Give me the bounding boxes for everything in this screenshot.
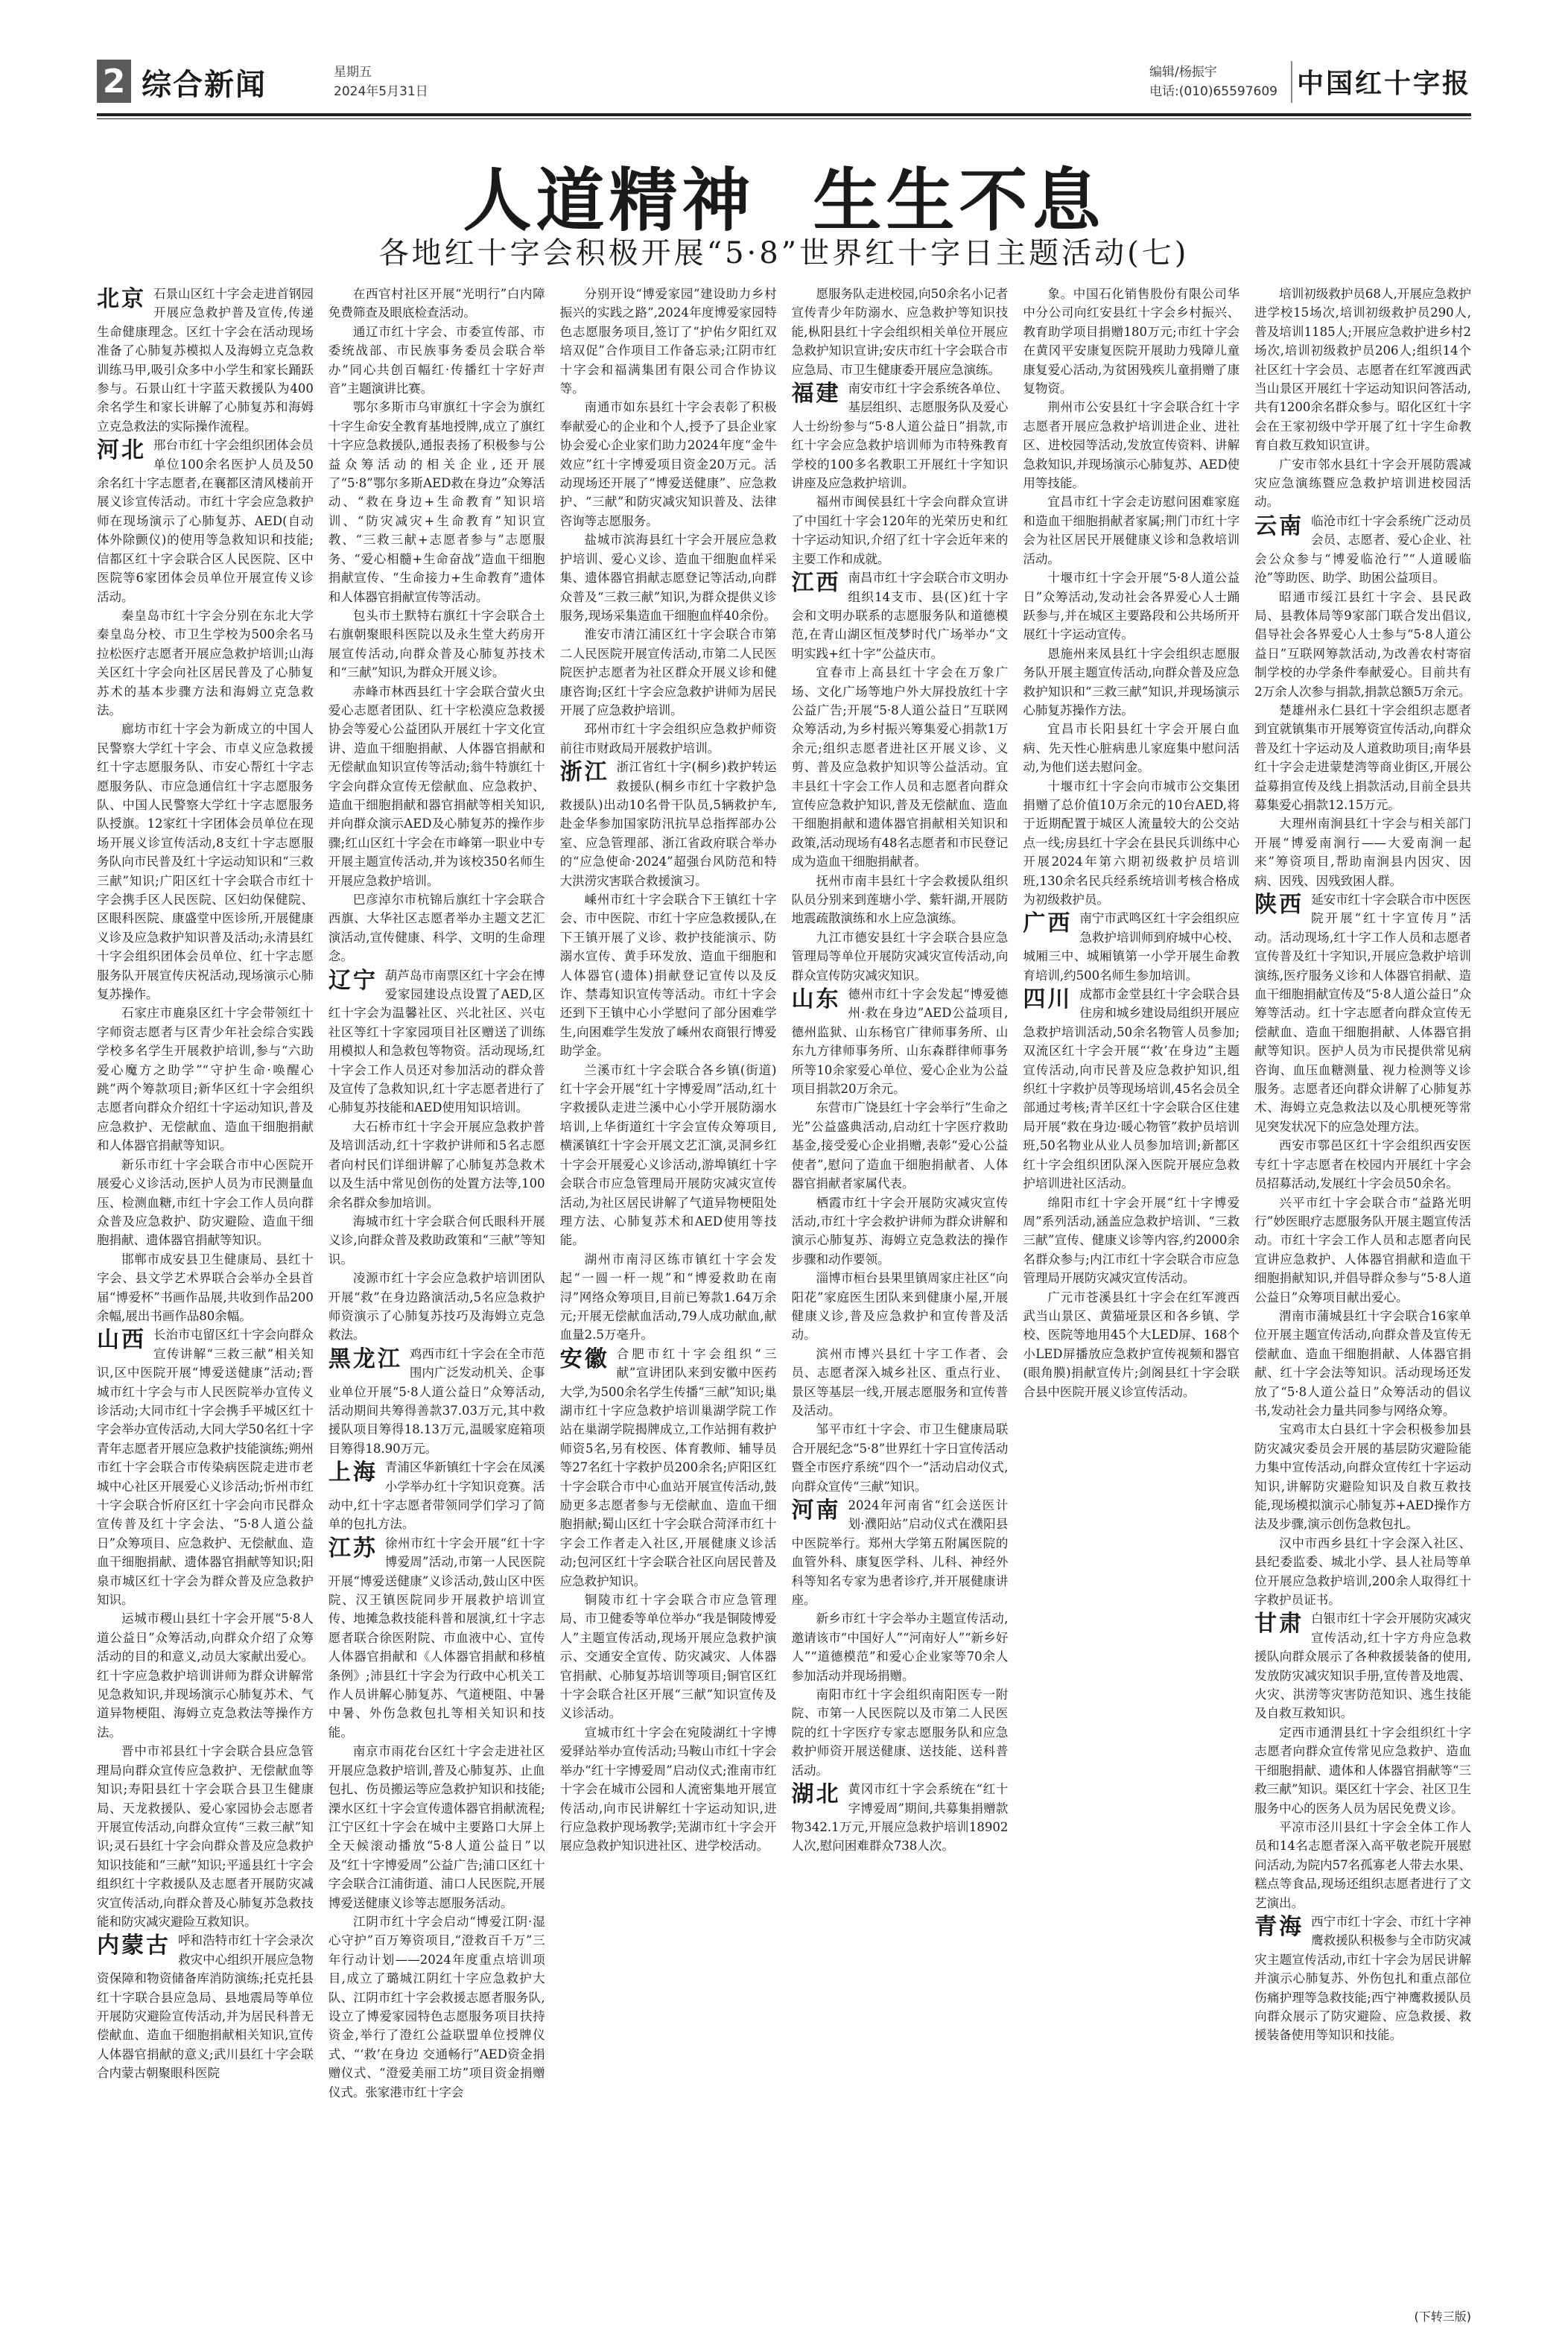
article-column <box>328 285 545 2326</box>
paragraph-text: 赤峰市林西县红十字会联合萤火虫爱心志愿者团队、红十字松漠应急救援协会等爱心公益团队开展红十字文化宣讲、造血干细胞捐献、人体器官捐献和无偿献血知识宣传等活动;翁牛特旗红十字会向群众宣传无偿献血、应急救护、造血干细胞捐献和器官捐献等相关知识,并向群众演示AED及心肺复苏的操作步骤;红山区红十字会在市峰第一职业中专开展主题宣传活动,并为该校350名师生开展应急救护培训。 <box>328 684 545 888</box>
article-paragraph <box>97 1742 314 1931</box>
paragraph-text: 汉中市西乡县红十字会深入社区、县纪委监委、城北小学、县人社局等单位开展应急救护培训,200余人取得红十字救护员证书。 <box>1254 1535 1471 1608</box>
article-column <box>560 285 777 2326</box>
paragraph-text: 盐城市滨海县红十字会开展应急救护培训、爱心义诊、造血干细胞血样采集、遗体器官捐献志愿登记等活动,向群众普及“三救三献”知识,为群众提供义诊服务,现场采集造血干细胞血样40余份。 <box>559 533 777 623</box>
article-paragraph <box>560 625 777 720</box>
article-paragraph <box>97 606 314 720</box>
paragraph-text: 新乡市红十字会举办主题宣传活动,邀请该市“中国好人”“河南好人”“新乡好人”“道德模范”和爱心企业家等70余人参加活动并现场捐赠。 <box>791 1611 1009 1683</box>
masthead-divider <box>1291 61 1292 103</box>
paragraph-text: 福州市闽侯县红十字会向群众宣讲了中国红十字会120年的光荣历史和红十字运动知识,介绍了红十字会近年来的主要工作和成就。 <box>791 495 1009 566</box>
paragraph-text: 西安市鄠邑区红十字会组织西安医专红十字志愿者在校园内开展红十字会员招募活动,发展红十字会员50余名。 <box>1254 1138 1471 1191</box>
paragraph-text: 淮安市清江浦区红十字会联合市第二人民医院开展宣传活动,市第二人民医院医护志愿者为社区群众开展义诊和健康咨询;区红十字会应急救护讲师为居民开展了应急救护培训。 <box>559 627 777 717</box>
article-paragraph <box>1023 1288 1240 1401</box>
article-paragraph <box>792 1345 1009 1421</box>
article-paragraph <box>792 1194 1009 1269</box>
article-column <box>792 285 1009 2326</box>
paragraph-text: 晋中市祁县红十字会联合县应急管理局向群众宣传应急救护、无偿献血等知识;寿阳县红十字会联合县卫生健康局、天龙救援队、爱心家园协会志愿者开展宣传活动,向群众宣传“三救三献”知识;灵石县红十字会向群众普及应急救护知识技能和“三献”知识;平遥县红十字会组织红十字救援队及志愿者开展防灾减灾宣传活动,向群众普及心肺复苏急救技能和防灾减灾避险互救知识。 <box>97 1744 314 1929</box>
article-paragraph <box>560 758 777 890</box>
paragraph-text: 湖州市南浔区练市镇红十字会发起“一圆一杆一规”和“博爱救助在南浔”网络众筹项目,目前已筹款1.64万余元;开展无偿献血活动,79人成功献血,献血量2.5万毫升。 <box>559 1252 777 1343</box>
province-heading: 湖北 <box>791 1781 841 1808</box>
paragraph-text: 呼和浩特市红十字会录次救灾中心组织开展应急物资保障和物资储备库消防演练;托克托县红十字联合县应急局、县地震局等单位开展防灾避险宣传活动,并为居民科普无偿献血、造血干细胞捐献相关知识,宣传人体器官捐献的意义;武川县红十字会联合内蒙古朝聚眼科医院 <box>97 1933 314 2081</box>
paragraph-text: 秦皇岛市红十字会分别在东北大学秦皇岛分校、市卫生学校为500余名马拉松医疗志愿者开展应急救护培训;山海关区红十字会向社区居民普及了心肺复苏术的基本步骤方法和海姆立克急救法。 <box>97 608 314 717</box>
paragraph-text: 德州市红十字会发起“博爱德州·救在身边”AED公益项目,德州监狱、山东杨官广律师事务所、山东九方律师事务所、山东森群律师事务所等10余家爱心单位、爱心企业为公益项目捐款20万余元。 <box>791 987 1009 1097</box>
article-column <box>1254 285 1471 2326</box>
province-heading: 安徽 <box>559 1345 609 1372</box>
article-paragraph <box>1254 701 1471 814</box>
paragraph-text: 宜昌市红十字会走访慰问困难家庭和造血干细胞捐献者家属;荆门市红十字会为社区居民开展健康义诊和急救培训活动。 <box>1023 495 1240 566</box>
paper-logo: 中国红十字报 <box>1296 68 1471 99</box>
paragraph-text: 长治市屯留区红十字会向群众宣传讲解“三救三献”相关知识,区中医院开展“博爱送健康”活动;晋城市红十字会与市人民医院举办宣传义诊活动;大同市红十字会携手平城区红十字会举办宣传活动,大同大学50名红十字青年志愿者开展应急救护技能演练;朔州市红十字会联合市传染病医院走进市老城中心社区开展爱心义诊活动;忻州市红十字会联合忻府区红十字会向市民群众宣传普及红十字会法、“5·8人道公益日”众筹项目、应急救护、无偿献血、造血干细胞捐献、遗体器官捐献等知识;阳泉市城区红十字会为群众普及应急救护知识。 <box>97 1328 314 1608</box>
article-paragraph <box>97 436 314 606</box>
article-paragraph <box>792 1098 1009 1193</box>
article-paragraph <box>97 1250 314 1326</box>
paragraph-text: 石景山区红十字会走进首钢园开展应急救护普及宣传,传递生命健康理念。区红十字会在活动现场准备了心肺复苏模拟人及海姆立克急救训练马甲,吸引众多中小学生和家长踊跃参与。石景山红十字蓝天救援队为400余名学生和家长讲解了心肺复苏和海姆立克急救法的实际操作流程。 <box>97 287 314 434</box>
masthead-rule <box>97 113 1471 116</box>
paragraph-text: 通辽市红十字会、市委宣传部、市委统战部、市民族事务委员会联合举办“同心共创百幅红·传播红十字好声音”主题演讲比赛。 <box>328 324 545 396</box>
paragraph-text: 分别开设“博爱家园”建设助力乡村振兴的实践之路”,2024年度博爱家园特色志愿服务项目,签订了“护佑夕阳红双培双促”合作项目工作备忘录;江阴市红十字会和福满集团有限公司合作协议等。 <box>559 287 777 396</box>
paragraph-text: 楚雄州永仁县红十字会组织志愿者到宜就镇集市开展筹资宣传活动,向群众普及红十字运动及人道救助项目;南华县红十字会走进蒙楚湾等商业街区,开展公益募捐宣传及线上捐款活动,目前全县共募集爱心捐款12.15万元。 <box>1254 703 1471 812</box>
page-number: 2 <box>97 60 131 103</box>
paragraph-text: 南通市如东县红十字会表彰了积极奉献爱心的企业和个人,授予了县企业家协会爱心企业家们助力2024年度“金牛效应”红十字博爱项目资金20万元。活动现场还开展了“博爱送健康”、应急救护、“三献”和防灾减灾知识普及、法律咨询等志愿服务。 <box>559 400 777 528</box>
paragraph-text: 合肥市红十字会组织“三献”宣讲团队来到安徽中医药大学,为500余名学生传播“三献”知识;巢湖市红十字应急救护培训巢湖学院工作站在巢湖学院揭牌成立,工作站拥有救护师资5名,另有校医、体育教师、辅导员等27名红十字救护员200余名;庐阳区红十字会联合市中心血站开展宣传活动,鼓励更多志愿者参与无偿献血、造血干细胞捐献;蜀山区红十字会联合菏泽市红十字会工作者走入社区,开展健康义诊活动;包河区红十字会联合社区向居民普及应急救护知识。 <box>559 1346 777 1588</box>
paragraph-text: 成都市金堂县红十字会联合县住房和城乡建设局组织开展应急救护培训活动,50余名物管人员参加;双流区红十字会开展“‘救’在身边”主题宣传活动,向市民普及应急救护知识,组织红十字救护员等现场培训,45名会员全部通过考核;青羊区红十字会联合区住建局开展“救在身边·暖心物管”救护员培训班,50名物业从业人员参加培训;新都区红十字会组织团队深入医院开展应急救护培训进社区活动。 <box>1023 987 1240 1191</box>
section-name: 综合新闻 <box>142 68 267 102</box>
paragraph-text: 恩施州来凤县红十字会组织志愿服务队开展主题宣传活动,向群众普及应急救护知识和“三救三献”知识,并现场演示心肺复苏操作方法。 <box>1023 646 1240 717</box>
paragraph-text: 廊坊市红十字会为新成立的中国人民警察大学红十字会、市卓义应急救援红十字志愿服务队、市安心帮红十字志愿服务队、市应急通信红十字志愿服务队、中国人民警察大学红十字志愿服务队授旗。12家红十字团体会员单位在现场开展义诊宣传活动,8支红十字志愿服务队向市民普及红十字运动知识和“三救三献”知识;广阳区红十字会联合市红十字会携手区人民医院、区妇幼保健院、区眼科医院、康盛堂中医诊所,开展健康义诊及应急救护知识普及活动;永清县红十字会组织团体会员单位、红十字志愿服务队开展宣传庆祝活动,现场演示心肺复苏操作。 <box>97 722 314 1002</box>
masthead-rule-thin <box>97 118 1471 119</box>
province-heading: 辽宁 <box>328 967 378 994</box>
article-paragraph <box>792 1780 1009 1856</box>
article-paragraph <box>1254 1609 1471 1722</box>
province-heading: 江苏 <box>328 1535 378 1562</box>
contact-block <box>1149 63 1277 101</box>
article-paragraph <box>792 663 1009 871</box>
province-heading: 青海 <box>1254 1913 1304 1940</box>
article-paragraph <box>792 1496 1009 1609</box>
headline: 人道精神 生生不息 <box>463 161 1105 241</box>
article-paragraph <box>328 1118 545 1212</box>
paragraph-text: 定西市通渭县红十字会组织红十字志愿者向群众宣传常见应急救护、造血干细胞捐献、遗体和人体器官捐献等“三救三献”知识。渠区红十字会、社区卫生服务中心的医务人员为居民免费义诊。 <box>1254 1725 1471 1816</box>
article-paragraph <box>97 720 314 1004</box>
paragraph-text: 浙江省红十字(桐乡)救护转运救援队(桐乡市红十字救护急救援队)出动10名骨干队员,5辆救护车,赴金华参加国家防汛抗旱总指挥部办公室、应急管理部、浙江省政府联合举办的“应急使命·2024”超强台风防范和特大洪涝灾害联合救援演习。 <box>559 760 777 888</box>
province-heading: 北京 <box>97 286 146 312</box>
paragraph-text: 抚州市南丰县红十字会救援队组织队员分别来到莲塘小学、紫轩湖,开展防地震疏散演练和水上应急演练。 <box>791 873 1009 926</box>
paragraph-text: 南昌市红十字会联合市文明办组织14支市、县(区)红十字会和文明办联系的志愿服务队和道德模范,在青山湖区恒茂梦时代广场举办“文明实践+红十字”公益庆市。 <box>791 571 1009 661</box>
paragraph-text: 新乐市红十字会联合市中心医院开展爱心义诊活动,医护人员为市民测量血压、检测血糖,市红十字会工作人员向群众普及应急救护、防灾避险、造血干细胞捐献、遗体器官捐献等知识。 <box>97 1157 314 1248</box>
article-paragraph <box>792 285 1009 379</box>
paragraph-text: 邹平市红十字会、市卫生健康局联合开展纪念“5·8”世界红十字日宣传活动暨全市医疗系统“四个一”活动启动仪式,向群众宣传“三献”知识。 <box>791 1422 1009 1494</box>
editor-credit: 编辑/杨振宇 <box>1149 65 1217 80</box>
paragraph-text: 十堰市红十字会向市城市公交集团捐赠了总价值10万余元的10台AED,将于近期配置于城区人流量较大的公交站点一线;房县红十字会在县民兵训练中心开展2024年第六期初级救护员培训班,130余名民兵经系统培训考核合格成为初级救护员。 <box>1023 779 1240 907</box>
article-paragraph <box>97 1609 314 1742</box>
article-paragraph <box>560 890 777 1061</box>
article-paragraph <box>1254 890 1471 1136</box>
masthead <box>97 58 1471 110</box>
article-paragraph <box>97 1156 314 1250</box>
paragraph-text: 淄博市桓台县果里镇周家庄社区“向阳花”家庭医生团队来到健康小屋,开展健康义诊,普及应急救护和宣传普及活动。 <box>791 1271 1009 1343</box>
paragraph-text: 海城市红十字会联合何氏眼科开展义诊,向群众普及救助政策和“三献”等知识。 <box>328 1214 545 1267</box>
article-paragraph <box>1254 588 1471 701</box>
province-heading: 上海 <box>328 1459 378 1486</box>
article-paragraph <box>1254 455 1471 512</box>
province-heading: 河南 <box>791 1497 841 1524</box>
article-paragraph <box>1023 568 1240 644</box>
article-paragraph <box>560 1250 777 1345</box>
article-paragraph <box>1023 1194 1240 1288</box>
article-paragraph <box>328 606 545 682</box>
article-paragraph <box>328 1269 545 1345</box>
paragraph-text: 邯郸市成安县卫生健康局、县红十字会、县文学艺术界联合会举办全县首届“博爱杯”书画作品展,共收到作品200余幅,展出书画作品80余幅。 <box>97 1252 314 1323</box>
province-heading: 内蒙古 <box>97 1933 171 1959</box>
paragraph-text: 南宁市武鸣区红十字会组织应急救护培训师到府城中心校、城厢三中、城厢镇第一小学开展生命教育培训,约500名师生参加培训。 <box>1023 911 1240 983</box>
article-column <box>97 285 314 2326</box>
article-paragraph <box>1254 1307 1471 1420</box>
paragraph-text: 青浦区华新镇红十字会在凤溪小学举办红十字知识竞赛。活动中,红十字志愿者带领同学们学习了简单的包扎方法。 <box>328 1460 545 1532</box>
subheadline: 各地红十字会积极开展“5·8”世界红十字日主题活动(七) <box>378 236 1190 270</box>
article-paragraph <box>792 1420 1009 1496</box>
article-paragraph <box>328 966 545 1118</box>
article-paragraph <box>1254 512 1471 588</box>
paragraph-text: 葫芦岛市南票区红十字会在博爱家园建设点设置了AED,区红十字会为温馨社区、兴北社区、兴屯社区等红十字家园项目社区赠送了训练用模拟人和急救包等物资。活动现场,红十字会工作人员还对参加活动的群众普及宣传了急救知识,红十字志愿者进行了心肺复苏技能和AED使用知识培训。 <box>328 968 545 1115</box>
paragraph-text: 绵阳市红十字会开展“红十字博爱周”系列活动,涵盖应急救护培训、“三救三献”宣传、健康义诊等内容,约2000余名群众参与;内江市红十字会联合市应急管理局开展防灾减灾宣传活动。 <box>1023 1195 1240 1286</box>
paragraph-text: 鸡西市红十字会在全市范围内广泛发动机关、企事业单位开展“5·8人道公益日”众筹活动,活动期间共筹得善款37.03万元,其中救援队项目筹得18.13万元,温暖家庭箱项目筹得18.90万元。 <box>328 1346 545 1456</box>
paragraph-text: 宜昌市长阳县红十字会开展白血病、先天性心脏病患儿家庭集中慰问活动,为他们送去慰问金。 <box>1023 722 1240 775</box>
article-paragraph <box>1023 398 1240 492</box>
paragraph-text: 鄂尔多斯市乌审旗红十字会为旗红十字生命安全教育基地授牌,成立了旗红十字应急救援队,通报表扬了积极参与公益众筹活动的相关企业,还开展了“5·8”鄂尔多斯AED救在身边”众筹活动、“救在身边+生命教育”知识培训、“防灾减灾+生命教育”知识宣教、“三救三献+志愿者参与”志愿服务、“爱心相髓+生命奋战”造血干细胞捐献宣传、“生命接力+生命教育”遗体和人体器官捐献宣传等活动。 <box>328 400 545 604</box>
paragraph-text: 南阳市红十字会组织南阳医专一附院、市第一人民医院以及市第二人民医院的红十字医疗专家志愿服务队和应急救护师资开展送健康、送技能、送科普活动。 <box>791 1687 1009 1778</box>
paragraph-text: 白银市红十字会开展防灾减灾宣传活动,红十字方舟应急救援队向群众展示了各种救援装备的使用,发放防灾减灾知识手册,宣传普及地震、火灾、洪涝等灾害防范知识、逃生技能及自救互救知识。 <box>1254 1611 1471 1721</box>
paragraph-text: 临沧市红十字会系统广泛动员会员、志愿者、爱心企业、社会公众参与“博爱临沧行”“人道暖临沧”等助医、助学、助困公益项目。 <box>1254 513 1471 586</box>
paragraph-text: 宝鸡市太白县红十字会积极参加县防灾减灾委员会开展的基层防灾避险能力集中宣传活动,向群众宣传红十字运动知识,讲解防灾避险知识及自救互救技能,现场模拟演示心肺复苏+AED操作方法及步骤,演示创伤急救包扎。 <box>1254 1422 1471 1532</box>
continued-note: (下转三版) <box>1414 2309 1471 2324</box>
paragraph-text: 西宁市红十字会、市红十字神鹰救援队积极参与全市防灾减灾主题宣传活动,市红十字会为居民讲解并演示心肺复苏、外伤包扎和重点部位伤痛护理等急救技能;西宁神鹰救援队员向群众展示了防灾避险、应急救援、救援装备使用等知识和技能。 <box>1254 1914 1471 2043</box>
province-heading: 陕西 <box>1254 892 1304 918</box>
paragraph-text: 愿服务队走进校园,向50余名小记者宣传青少年防溺水、应急救护等知识技能,枞阳县红十字会组织相关单位开展应急救护知识宣讲;安庆市红十字会联合市应急局、市卫生健康委开展应急演练。 <box>791 287 1009 377</box>
paragraph-text: 南京市雨花台区红十字会走进社区开展应急救护培训,普及心肺复苏、止血包扎、伤员搬运等应急救护知识和技能;溧水区红十字会宣传遗体器官捐献流程;江宁区红十字会在城中主要路口大屏上全天候滚动播放“5·8人道公益日”以及“红十字博爱周”公益广告;浦口区红十字会联合江浦街道、浦口人民医院,开展博爱送健康义诊等志愿服务活动。 <box>328 1744 545 1910</box>
article-paragraph <box>1254 1534 1471 1610</box>
paragraph-text: 黄冈市红十字会系统在“红十字博爱周”期间,共募集捐赠款物342.1万元,开展应急救护培训18902人次,慰问困难群众738人次。 <box>791 1782 1009 1854</box>
paragraph-text: 巴彦淖尔市杭锦后旗红十字会联合西旗、大华社区志愿者举办主题文艺汇演活动,宣传健康、科学、文明的生命理念。 <box>328 893 545 964</box>
article-paragraph <box>560 530 777 625</box>
article-paragraph <box>792 872 1009 928</box>
province-heading: 甘肃 <box>1254 1611 1304 1638</box>
article-paragraph <box>560 1723 777 1856</box>
article-paragraph <box>1023 909 1240 985</box>
province-heading: 江西 <box>791 570 841 597</box>
province-heading: 山东 <box>791 986 841 1013</box>
article-paragraph <box>97 1931 314 2082</box>
paragraph-text: 东营市广饶县红十字会举行“生命之光”公益盛典活动,启动红十字医疗救助基金,接受爱心企业捐赠,表彰“爱心公益使者”,慰问了造血干细胞捐献者、人体器官捐献者家属代表。 <box>791 1100 1009 1191</box>
article-paragraph <box>1023 720 1240 776</box>
paragraph-text: 嵊州市红十字会联合下王镇红十字会、市中医院、市红十字应急救援队,在下王镇开展了义诊、救护技能演示、防溺水宣传、黄手环发放、造血干细胞和人体器官(遗体)捐献登记宣传以及反诈、禁毒知识宣传等活动。市红十字会还到下王镇中心小学慰问了部分困难学生,向困难学生发放了嵊州农商银行博爱助学金。 <box>559 893 777 1059</box>
article-paragraph <box>1254 285 1471 455</box>
article-paragraph <box>1023 985 1240 1193</box>
paragraph-text: 宣城市红十字会在宛陵湖红十字博爱驿站举办宣传活动;马鞍山市红十字会举办“红十字博爱周”启动仪式;淮南市红十字会在城市公园和人流密集地开展宣传活动,向市民讲解红十字运动知识,进行应急救护现场教学;芜湖市红十字会开展应急救护知识进社区、进学校活动。 <box>559 1725 777 1854</box>
paragraph-text: 象。中国石化销售股份有限公司华中分公司向红安县红十字会乡村振兴、教育助学项目捐赠180万元;市红十字会在黄冈平安康复医院开展助力残障儿童康复爱心活动,为贫困残疾儿童捐赠了康复物资。 <box>1023 287 1240 396</box>
article-paragraph <box>1023 492 1240 568</box>
article-paragraph <box>792 1685 1009 1780</box>
article-paragraph <box>328 1534 545 1742</box>
paragraph-text: 南安市红十字会系统各单位、基层组织、志愿服务队及爱心人士纷纷参与“5·8人道公益日”捐款,市红十字会应急救护培训师为市特殊教育学校的100多名教职工开展红十字知识讲座及应急救护培训。 <box>791 381 1009 491</box>
province-heading: 广西 <box>1023 910 1073 937</box>
province-heading: 浙江 <box>559 759 609 786</box>
article-paragraph <box>328 890 545 966</box>
article-paragraph <box>560 1345 777 1591</box>
article-paragraph <box>1023 285 1240 398</box>
date-block <box>334 63 428 101</box>
article-columns <box>97 285 1471 2326</box>
article-paragraph <box>1254 1912 1471 2045</box>
paragraph-text: 荆州市公安县红十字会联合红十字志愿者开展应急救护培训进企业、进社区、进校园等活动,发放宣传资料、讲解急救知识,并现场演示心肺复苏、AED使用等技能。 <box>1023 400 1240 491</box>
article-paragraph <box>328 682 545 890</box>
paragraph-text: 江阴市红十字会启动“博爱江阴·湿心守护”百万筹资项目,“澄救百千万”三年行动计划——2024年度重点培训项目,成立了璐城江阴红十字应急救护大队、江阴市红十字会救援志愿者服务队,设立了博爱家园特色志愿服务项目扶持资金,举行了澄红公益联盟单位授牌仪式、“‘救’在身边 交通畅行”AED资金捐赠仪式、“澄爱美丽工坊”项目资金捐赠仪式。张家港市红十字会 <box>328 1914 545 2099</box>
phone-number: 电话:(010)65597609 <box>1149 84 1277 99</box>
article-paragraph <box>97 1004 314 1155</box>
article-paragraph <box>560 1591 777 1723</box>
article-paragraph <box>328 285 545 323</box>
article-column <box>1023 285 1240 2326</box>
paragraph-text: 十堰市红十字会开展“5·8人道公益日”众筹活动,发动社会各界爱心人士踊跃参与,并在城区主要路段和公共场所开展红十字运动宣传。 <box>1023 571 1240 642</box>
paragraph-text: 邳州市红十字会组织应急救护师资前往市财政局开展救护培训。 <box>559 722 777 755</box>
paragraph-text: 铜陵市红十字会联合市应急管理局、市卫健委等单位举办“我是铜陵博爱人”主题宣传活动,现场开展应急救护演示、交通安全宣传、防灾减灾、人体器官捐献、心肺复苏培训等项目;铜官区红十字会联合社区开展“三献”知识宣传及义诊活动。 <box>559 1593 777 1721</box>
weekday: 星期五 <box>334 65 372 80</box>
paragraph-text: 广元市苍溪县红十字会在红军渡西武当山景区、黄猫垭景区和各乡镇、学校、医院等地用45个大LED屏、168个小LED屏播放应急救护宣传视频和器官(眼角膜)捐献宣传片;剑阁县红十字会联合县中医院开展义诊宣传活动。 <box>1023 1290 1240 1399</box>
article-paragraph <box>1023 644 1240 720</box>
article-paragraph <box>560 285 777 398</box>
article-paragraph <box>1254 1194 1471 1307</box>
article-paragraph <box>97 1325 314 1609</box>
paragraph-text: 昭通市绥江县红十字会、县民政局、县教体局等9家部门联合发出倡议,倡导社会各界爱心人士参与“5·8人道公益日”互联网筹款活动,为改善农村寄宿制学校的办学条件奉献爱心。目前共有2万余人次参与捐款,捐款总额5万余元。 <box>1254 589 1471 699</box>
paragraph-text: 延安市红十字会联合市中医医院开展“红十字宣传月”活动。活动现场,红十字工作人员和志愿者宣传普及红十字知识,开展应急救护培训演练,医疗服务义诊和人体器官捐献、造血干细胞捐献宣传及“5·8人道公益日”众筹等活动。红十字志愿者向群众宣传无偿献血、造血干细胞捐献、人体器官捐献等知识。医护人员为市民提供常见病咨询、血压血糖测量、视力检测等义诊服务。志愿者还向群众讲解了心肺复苏术、海姆立克急救法以及心肌梗死等常见突发状况下的应急处理方法。 <box>1254 893 1471 1134</box>
article-paragraph <box>328 1212 545 1269</box>
article-paragraph <box>792 1269 1009 1345</box>
province-heading: 四川 <box>1023 986 1073 1013</box>
article-paragraph <box>1254 1723 1471 1818</box>
article-paragraph <box>328 323 545 399</box>
province-heading: 福建 <box>791 381 841 408</box>
article-paragraph <box>560 720 777 758</box>
paragraph-text: 宜春市上高县红十字会在万象广场、文化广场等地户外大屏投放红十字公益广告;开展“5·8人道公益日”互联网众筹活动,为乡村振兴筹集爱心捐款1万余元;组织志愿者进社区开展义诊、义剪、普及应急救护知识等公益活动。宜丰县红十字会工作人员和志愿者向群众宣传应急救护知识,普及无偿献血、造血干细胞捐献和遗体器官捐献相关知识和政策,活动现场有48名志愿者和市民登记成为造血干细胞捐献者。 <box>791 665 1009 869</box>
article-paragraph <box>560 1061 777 1250</box>
paragraph-text: 徐州市红十字会开展“红十字博爱周”活动,市第一人民医院开展“博爱送健康”义诊活动,鼓山区中医院、汉王镇医院同步开展救护培训宣传、地摊急救技能科普和展演,红十字志愿者联合徐医附院、市血液中心、宣传人体器官捐献和《人体器官捐献和移植条例》;沛县红十字会为行政中心机关工作人员讲解心肺复苏、气道梗阻、中暑中暑、外伤急救包扎等相关知识和技能。 <box>328 1535 545 1740</box>
province-heading: 黑龙江 <box>328 1345 402 1372</box>
article-paragraph <box>792 492 1009 568</box>
paragraph-text: 渭南市蒲城县红十字会联合16家单位开展主题宣传活动,向群众普及宣传无偿献血、造血干细胞捐献、人体器官捐献、红十字会法等知识。活动现场还发放了“5·8人道公益日”众筹活动的倡议书,发动社会力量共同参与网络众筹。 <box>1254 1308 1471 1418</box>
paragraph-text: 培训初级救护员68人,开展应急救护进学校15场次,培训初级救护员290人,普及培训1185人;开展应急救护进乡村2场次,培训初级救护员206人;组织14个社区红十字会员、志愿者在红军渡西武当山景区开展红十字运动知识问答活动,共有1200余名群众参与。昭化区红十字会在王家初级中学开展了红十字生命教育自救互救知识宣讲。 <box>1254 287 1471 453</box>
paragraph-text: 大石桥市红十字会开展应急救护普及培训活动,红十字救护讲师和5名志愿者向村民们详细讲解了心肺复苏急救术以及生活中常见创伤的处置方法等,100余名群众参加培训。 <box>328 1119 545 1210</box>
article-paragraph <box>1254 814 1471 890</box>
paragraph-text: 平凉市泾川县红十字会全体工作人员和14名志愿者深入高平敬老院开展慰问活动,为院内57名孤寡老人带去水果、糕点等食品,现场还组织志愿者进行了文艺演出。 <box>1254 1819 1471 1910</box>
article-paragraph <box>792 379 1009 492</box>
paragraph-text: 凌源市红十字会应急救护培训团队开展“救”在身边路演活动,5名应急救护师资演示了心肺复苏技巧及海姆立克急救法。 <box>328 1271 545 1343</box>
province-heading: 河北 <box>97 437 146 464</box>
paragraph-text: 在西官村社区开展“光明行”白内障免费筛查及眼底检查活动。 <box>328 287 545 320</box>
paragraph-text: 滨州市博兴县红十字工作者、会员、志愿者深入城乡社区、重点行业、景区等基层一线,开展志愿服务和宣传普及活动。 <box>791 1346 1009 1418</box>
article-paragraph <box>328 398 545 606</box>
province-heading: 云南 <box>1254 513 1304 539</box>
paragraph-text: 栖霞市红十字会开展防灾减灾宣传活动,市红十字会救护讲师为群众讲解和演示心肺复苏、海姆立克急救法的操作步骤和动作要领。 <box>791 1195 1009 1267</box>
article-paragraph <box>1254 1136 1471 1193</box>
article-paragraph <box>1023 777 1240 910</box>
article-paragraph <box>792 1609 1009 1685</box>
paragraph-text: 大理州南涧县红十字会与相关部门开展“博爱南涧行——大爱南涧一起来”筹资项目,帮助南涧县内因灾、因病、因残、因残致困人群。 <box>1254 817 1471 888</box>
paragraph-text: 兰溪市红十字会联合各乡镇(街道)红十字会开展“红十字博爱周”活动,红十字救援队走进兰溪中心小学开展防溺水培训,上华街道红十字会宣传众筹项目,横溪镇红十字会开展文艺汇演,灵洞乡红十字会开展爱心义诊活动,游埠镇红十字会联合市应急管理局开展防灾减灾宣传活动,为社区居民讲解了气道异物梗阻处理方法、心肺复苏术和AED使用等技能。 <box>559 1062 777 1248</box>
article-paragraph <box>328 1912 545 2102</box>
article-paragraph <box>792 985 1009 1098</box>
paragraph-text: 邢台市红十字会组织团体会员单位100余名医护人员及50余名红十字志愿者,在襄都区清风楼前开展义诊宣传活动。市红十字会应急救护师在现场演示了心肺复苏、AED(自动体外除颤仪)的使用等急救知识和技能;信都区红十字会联合区人民医院、区中医院等6家团体会员单位开展宣传义诊活动。 <box>97 438 314 604</box>
article-paragraph <box>328 1742 545 1912</box>
paragraph-text: 包头市土默特右旗红十字会联合土右旗朝聚眼科医院以及永生堂大药房开展宣传活动,向群众普及心肺复苏技术和“三献”知识,为群众开展义诊。 <box>328 608 545 680</box>
article-paragraph <box>328 1345 545 1458</box>
article-paragraph <box>560 398 777 530</box>
province-heading: 山西 <box>97 1327 146 1354</box>
article-paragraph <box>328 1458 545 1534</box>
paragraph-text: 广安市邻水县红十字会开展防震减灾应急演练暨应急救护培训进校园活动。 <box>1254 457 1471 510</box>
paragraph-text: 石家庄市鹿泉区红十字会带领红十字师资志愿者与区青少年社会综合实践学校多名学生开展救护培训,参与“六助爱心魔方之助学”“守护生命·唤醒心跳”两个筹款项目;新华区红十字会组织志愿者向群众介绍红十字运动知识,普及应急救护、无偿献血、造血干细胞捐献和人体器官捐献等知识。 <box>97 1006 314 1153</box>
article-paragraph <box>97 285 314 436</box>
paragraph-text: 九江市德安县红十字会联合县应急管理局等单位开展防灾减灾宣传活动,向群众宣传防灾减灾知识。 <box>791 930 1009 983</box>
paragraph-text: 2024年河南省“红会送医计划·濮阳站”启动仪式在濮阳县中医院举行。郑州大学第五附属医院的血管外科、康复医学科、儿科、神经外科等知名专家为患者诊疗,并开展健康讲座。 <box>791 1498 1009 1608</box>
paragraph-text: 兴平市红十字会联合市“益路光明行”妙医眼疗志愿服务队开展主题宣传活动。市红十字会工作人员和志愿者向民宣讲应急救护、人体器官捐献和造血干细胞捐献知识,并倡导群众参与“5·8人道公益日”众筹项目献出爱心。 <box>1254 1195 1471 1305</box>
article-paragraph <box>792 928 1009 985</box>
issue-date: 2024年5月31日 <box>334 84 428 99</box>
article-paragraph <box>792 568 1009 663</box>
paragraph-text: 运城市稷山县红十字会开展“5·8人道公益日”众筹活动,向群众介绍了众筹活动的目的和意义,动员大家献出爱心。红十字应急救护培训讲师为群众讲解常见急救知识,并现场演示心肺复苏术、气道异物梗阻、海姆立克急救法等操作方法。 <box>97 1611 314 1740</box>
article-paragraph <box>1254 1420 1471 1533</box>
article-paragraph <box>1254 1818 1471 1912</box>
